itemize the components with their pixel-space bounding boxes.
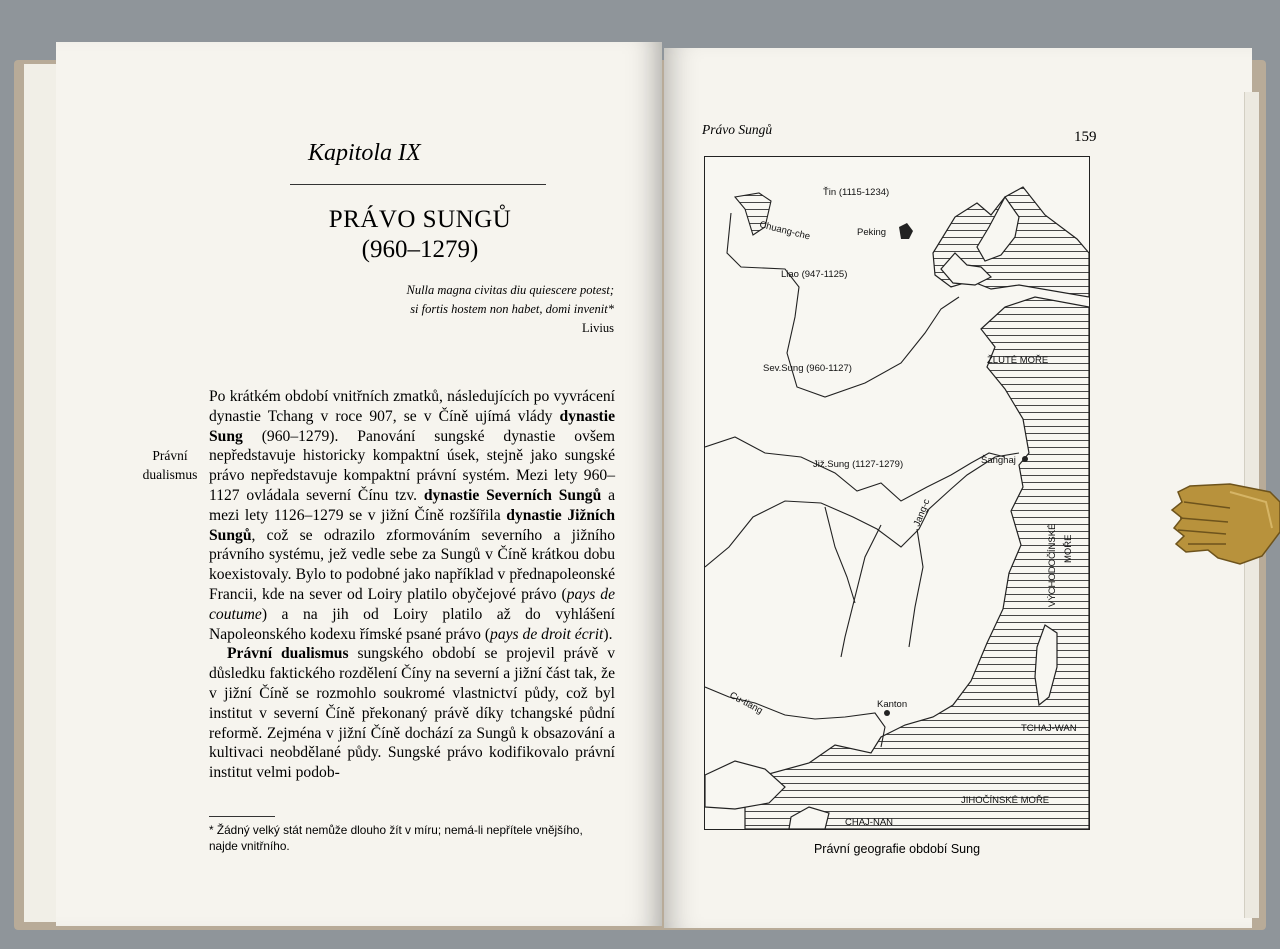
- label-vychod-1: VÝCHODOČÍNSKÉ: [1047, 523, 1058, 607]
- paragraph1-segment: Po krátkém období vnitřních zmatků, následujících po vyvrácení dynastie Tchang v roce 907, se v Číně ujímá vlády: [209, 388, 615, 425]
- paragraph-1: [209, 387, 615, 644]
- running-head: Právo Sungů: [702, 122, 773, 137]
- footnote-line-2: najde vnitřního.: [209, 839, 290, 853]
- epigraph: [254, 281, 614, 338]
- label-chuang: Chuang-che: [758, 219, 812, 243]
- paragraph1-segment: , což se odrazilo zformováním severního a jižního právního systému, jež vedle sebe za Sungů v Číně krátkou dobu koexistovaly. Bylo to podobné jako například v přednapoleonské Francii, kde na sever od Loiry platilo obyčejové právo (: [209, 526, 615, 603]
- peking-marker: [899, 223, 913, 239]
- label-jiz-sung: Již.Sung (1127-1279): [813, 459, 904, 470]
- body-text: [209, 387, 615, 783]
- label-peking: Peking: [857, 227, 887, 238]
- label-jang: Jang-c: [911, 497, 933, 529]
- label-vychod-2: MOŘE: [1063, 534, 1074, 563]
- chapter-dates: (960–1279): [361, 236, 479, 263]
- paragraph1-segment: (960–1279). Panování sungské dynastie ovšem nepředstavuje historicky kompaktní úsek, stejně jako sungské právo nepředstavuje kompaktní právní systém. Mezi lety 960–1127 ovládala severní Čínu tzv.: [209, 427, 615, 504]
- margin-note-line-1: Právní: [152, 448, 188, 463]
- label-jihocinske-more: JIHOČÍNSKÉ MOŘE: [961, 795, 1050, 806]
- sanghaj-marker: [1022, 456, 1028, 462]
- tributary-3: [825, 507, 855, 603]
- epigraph-line-2: si fortis hostem non habet, domi invenit*: [410, 302, 614, 316]
- paragraph-2: [209, 644, 615, 783]
- label-zlute-more: ŽLUTÉ MOŘE: [987, 355, 1049, 366]
- map-caption: Právní geografie období Sung: [813, 842, 981, 856]
- chapter-title: PRÁVO SUNGŮ: [328, 206, 512, 233]
- paragraph2-segment: sungského období se projevil právě v důsledku faktického rozdělení Číny na severní a jižní část tak, že v jižní Číně se rozmohlo soukromé vlastnictví půdy, což byl institut v severní Číně překonaný právě díky tchangské půdní reformě. Zejména v jižní Číně dochází za Sungů k obsazování a kultivaci neobdělané půdy. Sungské právo kodifikovalo právní institut velmi podob-: [209, 645, 615, 782]
- label-tin: Ťin (1115-1234): [823, 187, 890, 198]
- paragraph1-segment: a mezi lety 1126–1279 se v jižní Číně rozšířila: [209, 486, 615, 524]
- footnote-line-1: * Žádný velký stát nemůže dlouho žít v míru; nemá-li nepřítele vnějšího,: [209, 823, 583, 837]
- chapter-heading: Kapitola IX: [308, 140, 421, 166]
- label-chaj-nan: CHAJ-NAN: [845, 817, 894, 828]
- paragraph1-segment: dynastie Jižních Sungů: [209, 506, 615, 544]
- kanton-marker: [884, 710, 890, 716]
- label-kanton: Kanton: [877, 699, 908, 710]
- page-number: 159: [1074, 129, 1097, 145]
- paragraph2-segment: Právní dualismus: [227, 645, 349, 663]
- footnote-rule: [209, 816, 275, 817]
- tributary-2: [841, 525, 881, 657]
- epigraph-line-1: Nulla magna civitas diu quiescere potest;: [406, 283, 614, 297]
- chapter-rule: [290, 184, 546, 185]
- margin-note: [140, 446, 200, 484]
- label-sev-sung: Sev.Sung (960-1127): [763, 363, 852, 374]
- tributary-1: [909, 529, 923, 647]
- label-sanghaj: Šanghaj: [981, 455, 1016, 466]
- brass-hand-holder: [1170, 472, 1280, 566]
- paragraph1-segment: pays de droit écrit: [490, 625, 604, 643]
- yangtze-river: [705, 453, 1019, 567]
- map-frame: [704, 156, 1090, 830]
- map-svg: [705, 157, 1089, 829]
- label-tchaj-wan: TCHAJ-WAN: [1021, 723, 1077, 734]
- footnote: [209, 822, 619, 854]
- sea-main-area: [745, 297, 1089, 829]
- margin-note-line-2: dualismus: [142, 467, 198, 482]
- label-cu-tiang: Cu-tiang: [727, 689, 765, 717]
- paragraph1-segment: dynastie Sung: [209, 407, 615, 445]
- epigraph-author: Livius: [582, 321, 614, 335]
- label-liao: Liao (947-1125): [781, 269, 848, 280]
- paragraph1-segment: ).: [603, 625, 613, 643]
- paragraph1-segment: dynastie Severních Sungů: [423, 486, 602, 504]
- paragraph1-segment: ) a na jih od Loiry platilo až do vyhlášení Napoleonského kodexu římské psané právo (: [209, 605, 615, 643]
- paragraph1-segment: pays de coutume: [209, 585, 615, 623]
